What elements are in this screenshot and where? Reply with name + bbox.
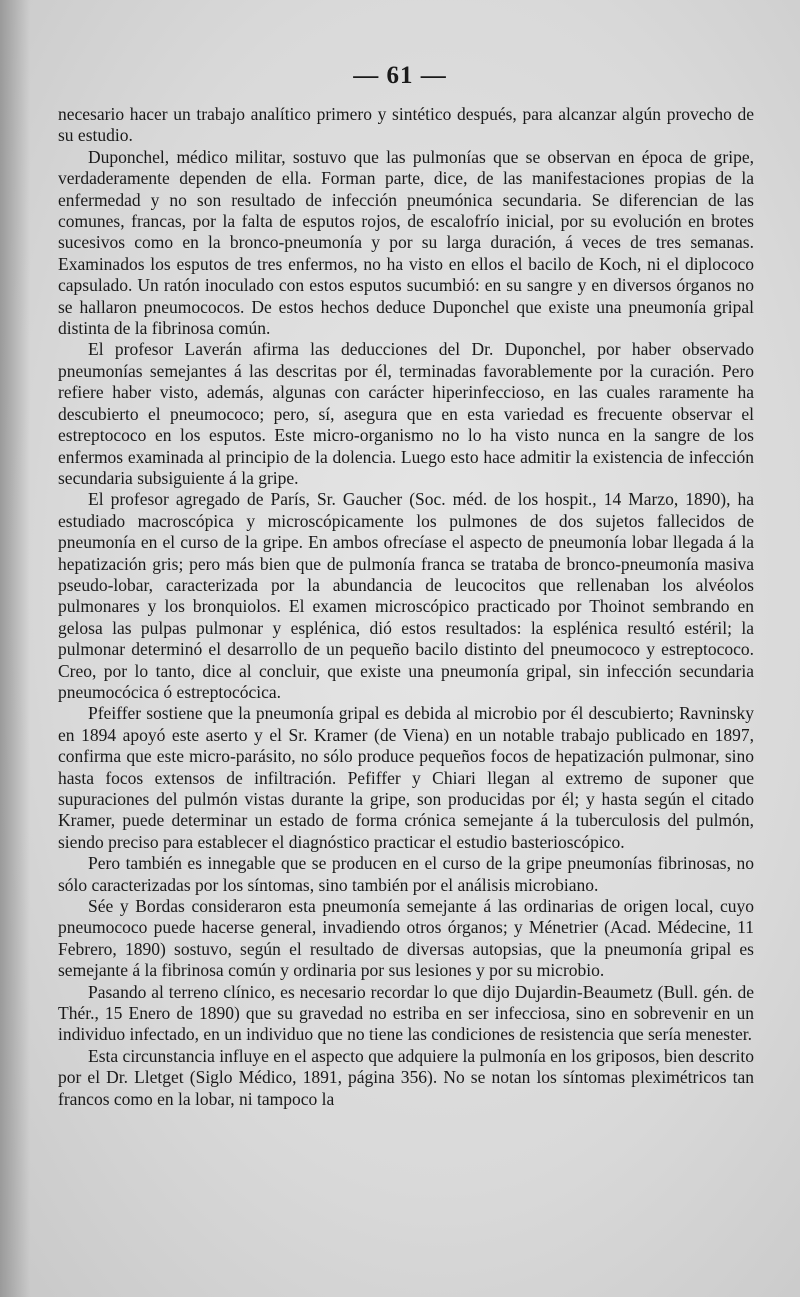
paragraph-clinico: Pasando al terreno clínico, es necesario recordar lo que dijo Dujardin-Beaumetz (Bull. gén. de Thér., 15 Enero de 1890) que su gravedad no estriba en ser infecciosa, sino en sobrevenir en un individuo infectado, en un individuo que no tiene las condiciones de resistencia que sería menester. — [58, 981, 754, 1045]
body-text — [58, 104, 754, 1110]
paragraph-see-bordas: Sée y Bordas consideraron esta pneumonía semejante á las ordinarias de origen local, cuyo pneumococo puede hacerse general, invadiendo otros órganos; y Ménetrier (Acad. Médecine, 11 Febrero, 1890) sostuvo, según el resultado de diversas autopsias, que la pneumonía gripal es semejante á la fibrinosa común y ordinaria por sus lesiones y por su microbio. — [58, 896, 754, 981]
page-edge-shadow — [0, 0, 30, 1297]
paragraph-laveran: El profesor Laverán afirma las deducciones del Dr. Duponchel, por haber observado pneumonías semejantes á las descritas por él, terminadas favorablemente por la curación. Pero refiere haber visto, además, algunas con carácter hiperinfeccioso, en las cuales raramente ha descubierto el pneumococo; pero, sí, asegura que en esta variedad es frecuente observar el estreptococo en los esputos. Este micro-organismo no lo ha visto nunca en la sangre de los enfermos examinada al principio de la dolencia. Luego esto hace admitir la existencia de infección secundaria subsiguiente á la gripe. — [58, 339, 754, 488]
paragraph-gaucher: El profesor agregado de París, Sr. Gaucher (Soc. méd. de los hospit., 14 Marzo, 1890), ha estudiado macroscópica y microscópicamente los pulmones de dos sujetos fallecidos de pneumonía en el curso de la gripe. En ambos ofrecíase el aspecto de pneumonía lobar llegada á la hepatización gris; pero más bien que de pulmonía franca se trataba de bronco-pneumonía masiva pseudo-lobar, caracterizada por la abundancia de leucocitos que rellenaban los alvéolos pulmonares y los bronquiolos. El examen microscópico practicado por Thoinot sembrando en gelosa las pulpas pulmonar y esplénica, dió estos resultados: la esplénica resultó estéril; la pulmonar determinó el desarrollo de un pequeño bacilo distinto del pneumococo y estreptococo. Creo, por lo tanto, dice al concluir, que existe una pneumonía gripal, sin infección secundaria pneumocócica ó estreptocócica. — [58, 489, 754, 702]
paragraph-duponchel: Duponchel, médico militar, sostuvo que las pulmonías que se observan en época de gripe, verdaderamente dependen de ella. Forman parte, dice, de las manifestaciones propias de la enfermedad y no son resultado de infección pneumónica secundaria. Se diferencian de las comunes, francas, por la falta de esputos rojos, de escalofrío inicial, por su evolución en brotes sucesivos como en la bronco-pneumonía y por su larga duración, á veces de tres semanas. Examinados los esputos de tres enfermos, no ha visto en ellos el bacilo de Koch, ni el diplococo capsulado. Un ratón inoculado con estos esputos sucumbió: en su sangre y en diversos órganos no se hallaron pneumococos. De estos hechos deduce Duponchel que existe una pneumonía gripal distinta de la fibrinosa común. — [58, 146, 754, 339]
paragraph-pfeiffer: Pfeiffer sostiene que la pneumonía gripal es debida al microbio por él descubierto; Ravninsky en 1894 apoyó este aserto y el Sr. Kramer (de Viena) en un notable trabajo publicado en 1897, confirma que este micro-parásito, no sólo produce pequeños focos de hepatización pulmonar, sino hasta focos extensos de infiltración. Pefiffer y Chiari llegan al extremo de suponer que supuraciones del pulmón vistas durante la gripe, son producidas por él; y hasta según el citado Kramer, puede determinar un estado de forma crónica semejante á la tuberculosis del pulmón, siendo preciso para establecer el diagnóstico practicar el estudio basterioscópico. — [58, 703, 754, 852]
paragraph-circunstancia: Esta circunstancia influye en el aspecto que adquiere la pulmonía en los griposos, bien descrito por el Dr. Lletget (Siglo Médico, 1891, página 356). No se notan los síntomas pleximétricos tan francos como en la lobar, ni tampoco la — [58, 1045, 754, 1109]
paragraph-continuation: necesario hacer un trabajo analítico primero y sintético después, para alcanzar algún provecho de su estudio. — [58, 104, 754, 146]
paragraph-fibrinosas: Pero también es innegable que se producen en el curso de la gripe pneumonías fibrinosas, no sólo caracterizadas por los síntomas, sino también por el análisis microbiano. — [58, 853, 754, 895]
page-number: — 61 — — [353, 62, 447, 89]
